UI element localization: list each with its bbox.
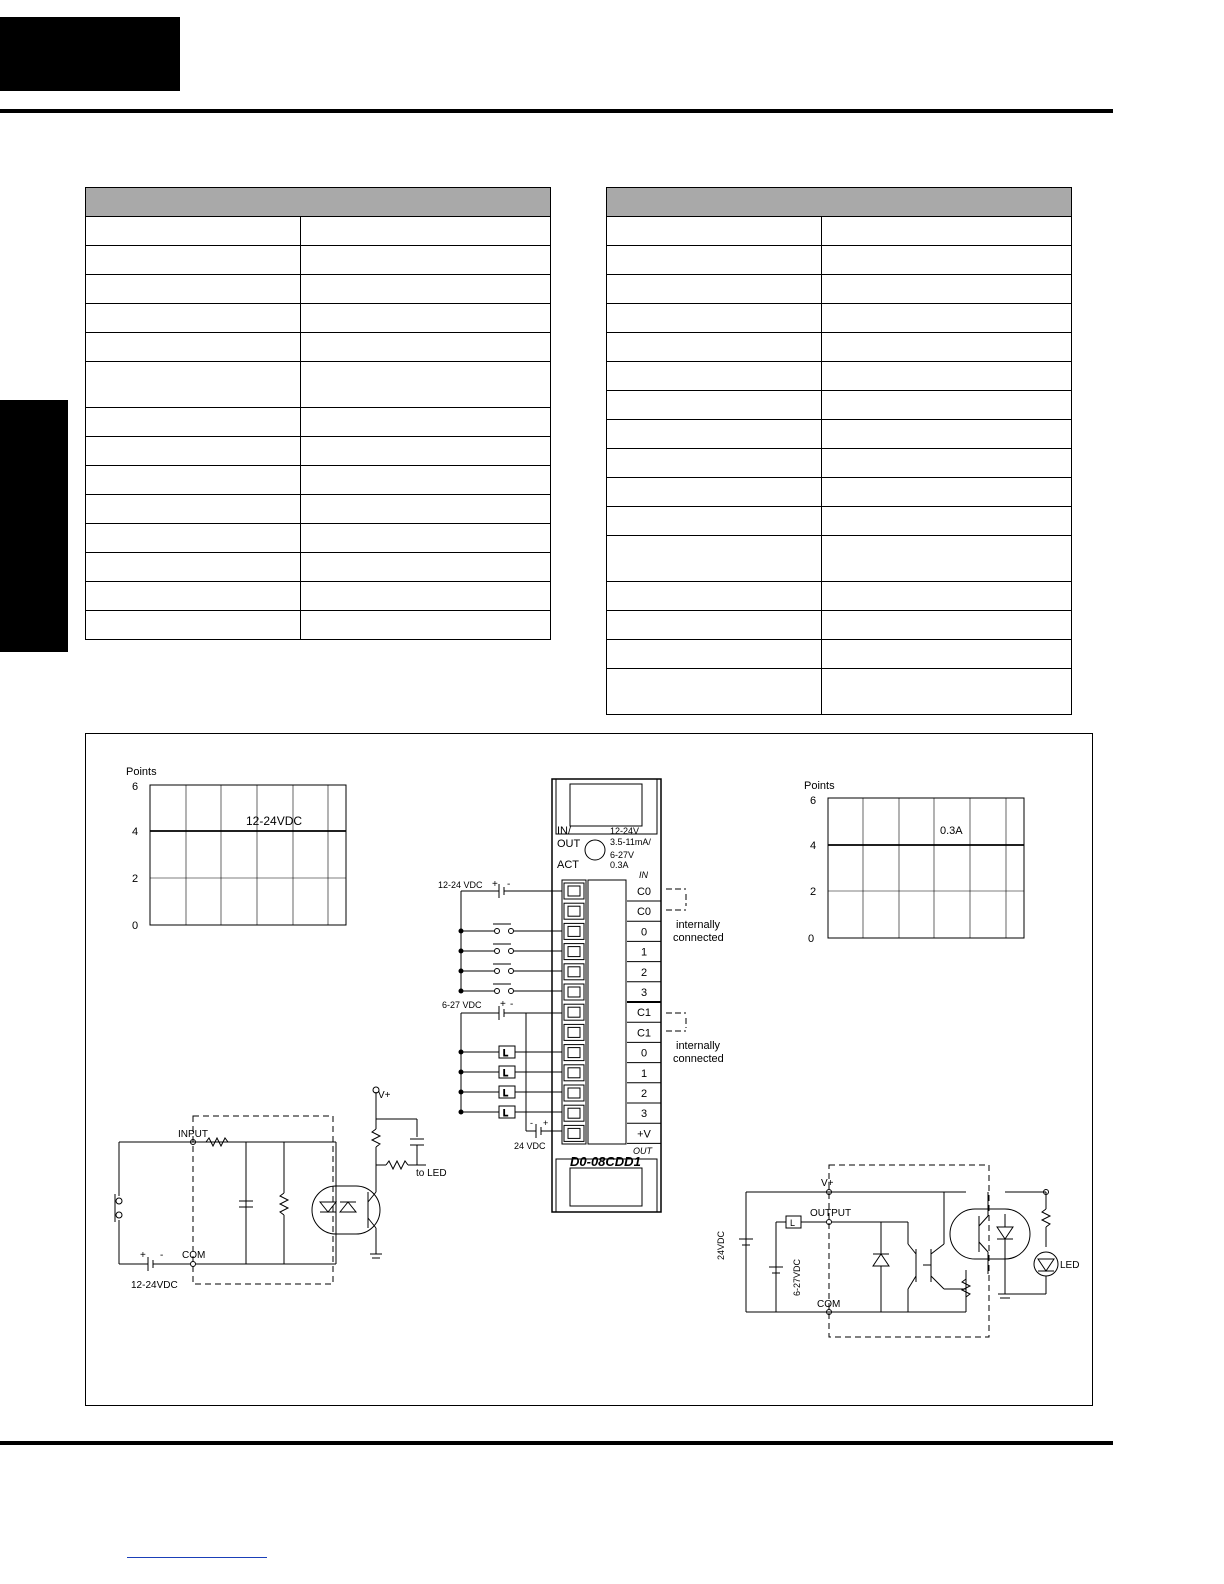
- output-terminal-label: OUTPUT: [810, 1208, 852, 1219]
- input-derating-chart: [126, 766, 346, 932]
- table-cell-label: [86, 466, 301, 495]
- switch-wire: [495, 929, 500, 934]
- terminal-label: 3: [640, 987, 648, 999]
- internally-connected-note-1: internally: [676, 919, 721, 931]
- terminal-label: C0: [636, 906, 652, 919]
- output-com-label: COM: [817, 1299, 841, 1310]
- switch-wire: [509, 989, 514, 994]
- terminal-screw-icon: [564, 883, 584, 899]
- table-header-cell: [86, 188, 551, 217]
- footer-link-underline: [127, 1557, 267, 1558]
- input-circuit-minus: -: [160, 1250, 164, 1261]
- table-row: [86, 333, 551, 362]
- internally-connected-note-2: internally: [676, 1040, 721, 1052]
- table-row: [607, 304, 1072, 333]
- switch-wire: [509, 969, 514, 974]
- output-supply-plus: +: [500, 999, 506, 1010]
- terminal-screw-icon: [564, 903, 584, 919]
- table-cell-label: [607, 362, 822, 391]
- v-supply-label: 24 VDC: [514, 1141, 546, 1151]
- terminal-label: 0: [640, 926, 648, 939]
- switch-wire: [459, 989, 463, 993]
- module-in-spec-2: 3.5-11mA/: [610, 837, 651, 847]
- input-com-label: COM: [182, 1250, 206, 1261]
- table-row: [607, 391, 1072, 420]
- terminal-label: C1: [636, 1007, 652, 1020]
- terminal-screw-icon: [564, 1105, 584, 1121]
- internally-connected-note-1b: connected: [673, 932, 724, 944]
- table-cell-label: [86, 553, 301, 582]
- switch-wire: [459, 949, 463, 953]
- switch-wire: [509, 949, 514, 954]
- table-cell-label: [86, 408, 301, 437]
- terminal-label: 1: [640, 1067, 648, 1080]
- to-led-label: to LED: [416, 1168, 447, 1179]
- table-header-cell: [607, 188, 1072, 217]
- table-cell-value: [301, 217, 551, 246]
- table-row: [607, 420, 1072, 449]
- v-supply-plus: +: [543, 1118, 549, 1128]
- input-terminal-label: INPUT: [178, 1129, 208, 1140]
- table-cell-value: [301, 275, 551, 304]
- input-ytick-6: 6: [132, 781, 139, 793]
- table-cell-value: [301, 246, 551, 275]
- output-supply-627-label: 6-27VDC: [792, 1258, 802, 1296]
- switch-wire: [495, 989, 500, 994]
- table-cell-value: [301, 466, 551, 495]
- terminal-screw-icon: [564, 1004, 584, 1020]
- table-row: [86, 495, 551, 524]
- table-row: [607, 582, 1072, 611]
- table-cell-label: [607, 217, 822, 246]
- table-cell-label: [607, 582, 822, 611]
- terminal-label: C0: [636, 886, 652, 898]
- table-row: [607, 536, 1072, 582]
- table-row: [86, 408, 551, 437]
- module-out-header: OUT: [633, 1146, 652, 1156]
- input-chart-ylabel: Points: [126, 766, 157, 778]
- terminal-screw-icon: [564, 944, 584, 960]
- table-cell-value: [822, 478, 1072, 507]
- table-row: [607, 362, 1072, 391]
- table-cell-label: [607, 246, 822, 275]
- table-row: [86, 437, 551, 466]
- table-cell-value: [822, 582, 1072, 611]
- load-label: L: [503, 1088, 509, 1098]
- table-row: [607, 611, 1072, 640]
- output-vplus-label: V+: [821, 1178, 834, 1189]
- terminal-screw-icon: [564, 964, 584, 980]
- table-cell-value: [822, 640, 1072, 669]
- table-cell-value: [301, 304, 551, 333]
- chapter-tab: [0, 17, 180, 91]
- table-cell-label: [607, 275, 822, 304]
- table-cell-label: [86, 275, 301, 304]
- switch-wire: [495, 949, 500, 954]
- output-load-label: L: [790, 1218, 796, 1228]
- table-cell-value: [822, 304, 1072, 333]
- terminal-screw-icon: [564, 1085, 584, 1101]
- table-row: [607, 246, 1072, 275]
- switch-wire: [459, 969, 463, 973]
- input-supply-minus: -: [507, 879, 511, 890]
- table-cell-label: [86, 304, 301, 333]
- table-cell-label: [86, 495, 301, 524]
- table-cell-label: [607, 640, 822, 669]
- table-cell-value: [301, 362, 551, 408]
- switch-wire: [509, 929, 514, 934]
- table-row: [86, 582, 551, 611]
- input-circuit-plus: +: [140, 1250, 146, 1261]
- load-label: L: [503, 1068, 509, 1078]
- output-ytick-2: 2: [810, 886, 817, 898]
- load-label: L: [503, 1048, 509, 1058]
- table-cell-value: [301, 437, 551, 466]
- terminal-label: 2: [640, 966, 648, 979]
- table-cell-value: [822, 420, 1072, 449]
- table-row: [86, 466, 551, 495]
- output-equivalent-circuit: [739, 1165, 1058, 1337]
- table-cell-value: [301, 553, 551, 582]
- module-in-label: IN/: [557, 825, 572, 837]
- table-row: [86, 524, 551, 553]
- terminal-label: C1: [636, 1027, 652, 1040]
- table-cell-label: [607, 507, 822, 536]
- terminal-screw-icon: [564, 984, 584, 1000]
- table-cell-value: [822, 217, 1072, 246]
- terminal-screw-icon: [564, 923, 584, 939]
- table-cell-value: [822, 536, 1072, 582]
- table-row: [86, 553, 551, 582]
- table-cell-label: [607, 420, 822, 449]
- module-in-spec-1: 12-24V: [610, 826, 640, 836]
- table-cell-value: [822, 449, 1072, 478]
- table-row: [86, 304, 551, 333]
- output-led-label: LED: [1060, 1260, 1080, 1271]
- table-header-row: [86, 188, 551, 217]
- output-ytick-0: 0: [808, 933, 815, 945]
- terminal-label: 2: [640, 1088, 648, 1100]
- table-header-row: [607, 188, 1072, 217]
- field-wiring: [459, 884, 562, 1138]
- output-derating-chart: [804, 780, 1024, 945]
- input-supply-plus: +: [492, 879, 498, 890]
- table-cell-label: [86, 362, 301, 408]
- table-row: [86, 275, 551, 304]
- table-cell-value: [822, 391, 1072, 420]
- table-cell-label: [86, 582, 301, 611]
- module-out-label: OUT: [557, 838, 581, 850]
- table-cell-value: [301, 333, 551, 362]
- output-chart-ylabel: Points: [804, 780, 835, 792]
- input-ytick-4: 4: [132, 826, 139, 838]
- input-specifications-table: [85, 187, 551, 640]
- switch-wire: [459, 929, 463, 933]
- table-row: [607, 669, 1072, 715]
- table-cell-value: [822, 246, 1072, 275]
- table-cell-value: [822, 611, 1072, 640]
- output-ytick-6: 6: [810, 795, 817, 807]
- table-row: [607, 275, 1072, 304]
- side-section-tab: [0, 400, 68, 652]
- terminal-label: 3: [640, 1108, 648, 1121]
- table-cell-label: [86, 217, 301, 246]
- output-ytick-4: 4: [810, 840, 817, 852]
- input-supply-label: 12-24 VDC: [438, 880, 483, 890]
- input-ytick-0: 0: [132, 920, 139, 932]
- table-cell-value: [822, 333, 1072, 362]
- table-row: [607, 217, 1072, 246]
- table-cell-value: [301, 582, 551, 611]
- output-specifications-table: [606, 187, 1072, 715]
- table-cell-label: [607, 536, 822, 582]
- wiring-diagram-svg: [86, 734, 1094, 1407]
- input-supply-circuit-label: 12-24VDC: [131, 1280, 178, 1291]
- terminal-label: 1: [640, 946, 648, 959]
- terminal-screw-icon: [564, 1065, 584, 1081]
- table-cell-label: [607, 391, 822, 420]
- table-row: [86, 611, 551, 640]
- load-label: L: [503, 1108, 509, 1118]
- table-cell-value: [301, 524, 551, 553]
- header-rule: [0, 109, 1113, 113]
- terminal-screw-icon: [564, 1125, 584, 1141]
- v-supply-minus: -: [530, 1118, 533, 1128]
- table-cell-label: [86, 524, 301, 553]
- table-row: [86, 217, 551, 246]
- table-cell-label: [607, 449, 822, 478]
- load-wire: [459, 1050, 463, 1054]
- output-supply-24-label: 24VDC: [716, 1230, 726, 1260]
- table-row: [607, 507, 1072, 536]
- load-wire: [459, 1090, 463, 1094]
- wiring-diagram-panel: [85, 733, 1093, 1406]
- table-row: [86, 362, 551, 408]
- input-ytick-2: 2: [132, 873, 139, 885]
- module-d0-08cdd1: [552, 779, 661, 1212]
- module-in-header: IN: [639, 870, 648, 880]
- table-cell-label: [86, 437, 301, 466]
- switch-wire: [495, 969, 500, 974]
- table-cell-label: [607, 478, 822, 507]
- table-cell-value: [301, 495, 551, 524]
- output-supply-label: 6-27 VDC: [442, 1000, 482, 1010]
- table-cell-label: [86, 246, 301, 275]
- terminal-screw-icon: [564, 1045, 584, 1061]
- module-out-spec-1: 6-27V: [610, 850, 635, 860]
- module-act-label: ACT: [557, 859, 579, 871]
- input-curve-label: 12-24VDC: [246, 814, 303, 828]
- table-row: [86, 246, 551, 275]
- module-out-spec-2: 0.3A: [610, 860, 629, 870]
- table-row: [607, 478, 1072, 507]
- terminal-label: 0: [640, 1047, 648, 1060]
- input-vplus-label: V+: [378, 1090, 391, 1101]
- table-cell-value: [822, 507, 1072, 536]
- table-cell-value: [301, 611, 551, 640]
- footer-rule: [0, 1441, 1113, 1445]
- table-cell-label: [607, 333, 822, 362]
- table-row: [607, 333, 1072, 362]
- table-cell-label: [607, 669, 822, 715]
- table-cell-value: [301, 408, 551, 437]
- terminal-label: +V: [637, 1128, 651, 1141]
- table-cell-value: [822, 669, 1072, 715]
- output-curve-label: 0.3A: [940, 825, 963, 837]
- table-row: [607, 449, 1072, 478]
- internally-connected-note-2b: connected: [673, 1053, 724, 1065]
- table-cell-label: [607, 611, 822, 640]
- load-wire: [459, 1070, 463, 1074]
- table-row: [607, 640, 1072, 669]
- output-supply-minus: -: [510, 999, 514, 1010]
- table-cell-value: [822, 362, 1072, 391]
- table-cell-label: [86, 611, 301, 640]
- table-cell-value: [822, 275, 1072, 304]
- terminal-screw-icon: [564, 1024, 584, 1040]
- table-cell-label: [607, 304, 822, 333]
- module-model-label: D0-08CDD1: [570, 1154, 641, 1169]
- load-wire: [459, 1110, 463, 1114]
- table-cell-label: [86, 333, 301, 362]
